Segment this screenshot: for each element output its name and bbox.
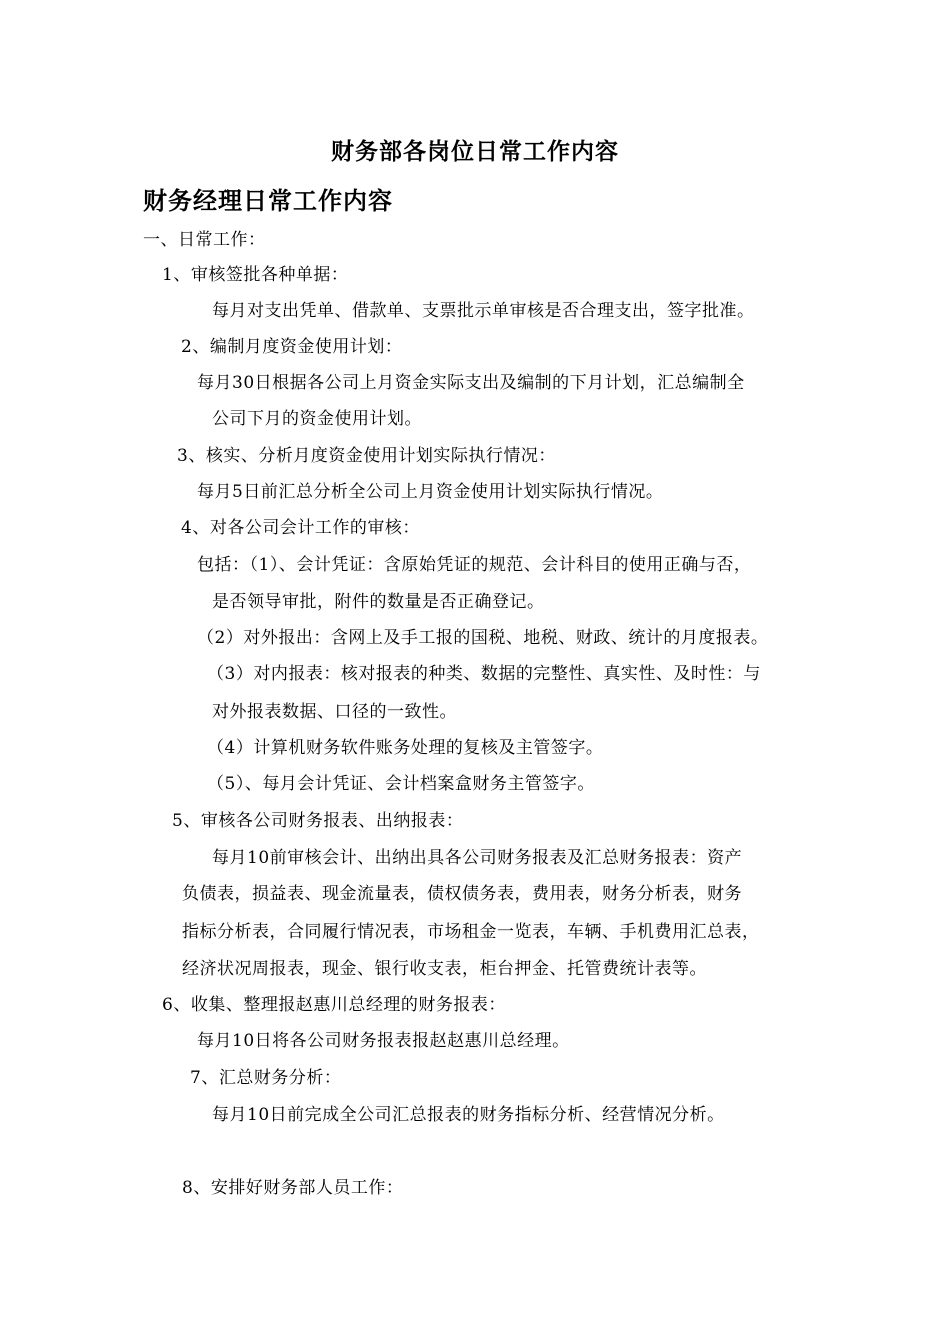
item-4-text-1: 包括：（1）、会计凭证：含原始凭证的规范、会计科目的使用正确与否， (197, 555, 752, 575)
item-6-heading: 6、收集、整理报赵惠川总经理的财务报表： (162, 995, 506, 1015)
item-1-heading: 1、审核签批各种单据： (162, 265, 349, 285)
item-3-text: 每月5日前汇总分析全公司上月资金使用计划实际执行情况。 (197, 482, 664, 502)
item-8-heading: 8、安排好财务部人员工作： (182, 1178, 404, 1198)
item-4-text-4: （3）对内报表：核对报表的种类、数据的完整性、真实性、及时性：与 (207, 664, 761, 684)
item-4-text-7: （5）、每月会计凭证、会计档案盒财务主管签字。 (207, 774, 595, 794)
item-5-text-4: 经济状况周报表，现金、银行收支表，柜台押金、托管费统计表等。 (182, 959, 707, 979)
heading-daily-work: 一、日常工作： (143, 230, 266, 250)
item-2-text-1: 每月30日根据各公司上月资金实际支出及编制的下月计划，汇总编制全 (197, 373, 745, 393)
item-5-text-1: 每月10前审核会计、出纳出具各公司财务报表及汇总财务报表：资产 (212, 848, 743, 868)
section-heading: 财务经理日常工作内容 (143, 187, 393, 215)
item-5-text-3: 指标分析表，合同履行情况表，市场租金一览表，车辆、手机费用汇总表， (182, 922, 760, 942)
item-5-heading: 5、审核各公司财务报表、出纳报表： (172, 811, 464, 831)
item-2-text-2: 公司下月的资金使用计划。 (212, 409, 422, 429)
item-4-text-2: 是否领导审批，附件的数量是否正确登记。 (212, 592, 545, 612)
item-4-text-6: （4）计算机财务软件账务处理的复核及主管签字。 (207, 738, 604, 758)
page-title: 财务部各岗位日常工作内容 (331, 139, 619, 165)
item-5-text-2: 负债表，损益表、现金流量表，债权债务表，费用表，财务分析表，财务 (182, 884, 742, 904)
item-4-text-3: （2）对外报出：含网上及手工报的国税、地税、财政、统计的月度报表。 (197, 628, 769, 648)
item-7-text: 每月10日前完成全公司汇总报表的财务指标分析、经营情况分析。 (212, 1105, 725, 1125)
item-1-text: 每月对支出凭单、借款单、支票批示单审核是否合理支出，签字批准。 (212, 301, 755, 321)
item-3-heading: 3、核实、分析月度资金使用计划实际执行情况： (177, 446, 556, 466)
item-7-heading: 7、汇总财务分析： (190, 1068, 342, 1088)
item-2-heading: 2、编制月度资金使用计划： (181, 337, 403, 357)
item-4-text-5: 对外报表数据、口径的一致性。 (212, 702, 457, 722)
item-4-heading: 4、对各公司会计工作的审核： (181, 518, 420, 538)
item-6-text: 每月10日将各公司财务报表报赵赵惠川总经理。 (197, 1031, 570, 1051)
